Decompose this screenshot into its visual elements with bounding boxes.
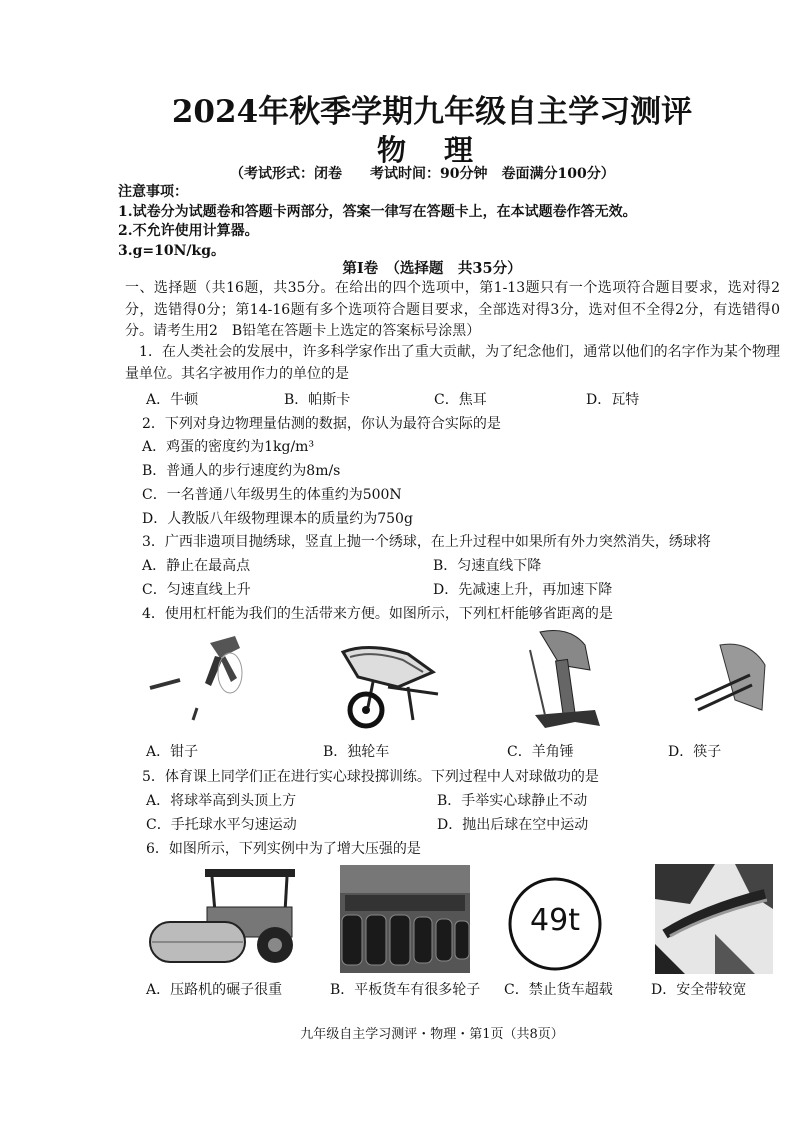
question-3-stem: 3．广西非遗项目抛绣球，竖直上抛一个绣球，在上升过程中如果所有外力突然消失，绣球将: [142, 534, 711, 550]
q2-option-b: B．普通人的步行速度约为8m/s: [142, 463, 341, 479]
q3-option-b: B．匀速直线下降: [433, 558, 542, 574]
q1-option-d: D．瓦特: [586, 392, 640, 408]
wheelbarrow-image: [338, 632, 443, 732]
note-item: 1.试卷分为试题卷和答题卡两部分，答案一律写在答题卡上，在本试题卷作答无效。: [118, 203, 637, 220]
q6-option-d: D．安全带较宽: [651, 982, 747, 998]
chopsticks-image: [690, 640, 770, 730]
q6-option-a: A．压路机的碾子很重: [146, 982, 283, 998]
q2-option-d: D．人教版八年级物理课本的质量约为750g: [142, 511, 413, 527]
q3-option-a: A．静止在最高点: [142, 558, 251, 574]
note-item: 2.不允许使用计算器。: [118, 223, 259, 239]
subject-title: 物 理: [376, 133, 488, 167]
weight-limit-text: 49t: [530, 903, 580, 938]
q4-option-b: B．独轮车: [323, 744, 390, 760]
q6-option-b: B．平板货车有很多轮子: [330, 982, 481, 998]
exam-title: 2024年秋季学期九年级自主学习测评: [171, 94, 693, 130]
section-title: 第Ⅰ卷 （选择题 共35分）: [342, 260, 522, 277]
q2-option-a: A．鸡蛋的密度约为1kg/m³: [142, 439, 315, 455]
q5-option-d: D．抛出后球在空中运动: [437, 817, 589, 833]
q1-option-a: A．牛顿: [146, 392, 199, 408]
instructions: 一、选择题（共16题，共35分。在给出的四个选项中，第1-13题只有一个选项符合题目要求，选对得2分，选错得0分；第14-16题有多个选项符合题目要求，全部选对得3分，选对但不全得2分，有选错得0分。请考生用2 B铅笔在答题卡上选定的答案标号涂黑）: [125, 280, 780, 339]
notes-block: [118, 183, 637, 261]
question-1-stem: 1．在人类社会的发展中，许多科学家作出了重大贡献，为了纪念他们，通常以他们的名字作为某个物理量单位。其名字被用作力的单位的是: [125, 344, 780, 382]
road-roller-image: [147, 867, 307, 970]
q1-option-c: C．焦耳: [434, 392, 487, 408]
notes-heading: 注意事项：: [118, 184, 188, 200]
exam-meta: （考试形式：闭卷 考试时间：90分钟 卷面满分100分）: [230, 166, 615, 182]
question-4-stem: 4．使用杠杆能为我们的生活带来方便。如图所示，下列杠杆能够省距离的是: [142, 606, 613, 622]
q4-option-c: C．羊角锤: [507, 744, 574, 760]
claw-hammer-image: [515, 630, 610, 730]
page-footer: 九年级自主学习测评・物理・第1页（共8页）: [300, 1027, 564, 1042]
flatbed-truck-image: [340, 865, 470, 973]
q4-option-a: A．钳子: [146, 744, 199, 760]
q5-option-b: B．手举实心球静止不动: [437, 793, 588, 809]
seatbelt-image: [655, 864, 773, 974]
question-6-stem: 6．如图所示，下列实例中为了增大压强的是: [146, 841, 421, 857]
q3-option-d: D．先减速上升，再加速下降: [433, 582, 613, 598]
q6-option-c: C．禁止货车超载: [504, 982, 613, 998]
q1-option-b: B．帕斯卡: [284, 392, 351, 408]
q5-option-c: C．手托球水平匀速运动: [146, 817, 297, 833]
q3-option-c: C．匀速直线上升: [142, 582, 251, 598]
note-item: 3.g=10N/kg。: [118, 242, 226, 259]
question-5-stem: 5．体育课上同学们正在进行实心球投掷训练。下列过程中人对球做功的是: [142, 769, 599, 785]
weight-limit-sign: [506, 875, 604, 973]
pliers-image: [145, 628, 260, 733]
q5-option-a: A．将球举高到头顶上方: [146, 793, 297, 809]
q4-option-d: D．筷子: [668, 744, 722, 760]
question-2-stem: 2．下列对身边物理量估测的数据，你认为最符合实际的是: [142, 416, 501, 432]
q2-option-c: C．一名普通八年级男生的体重约为500N: [142, 487, 402, 503]
